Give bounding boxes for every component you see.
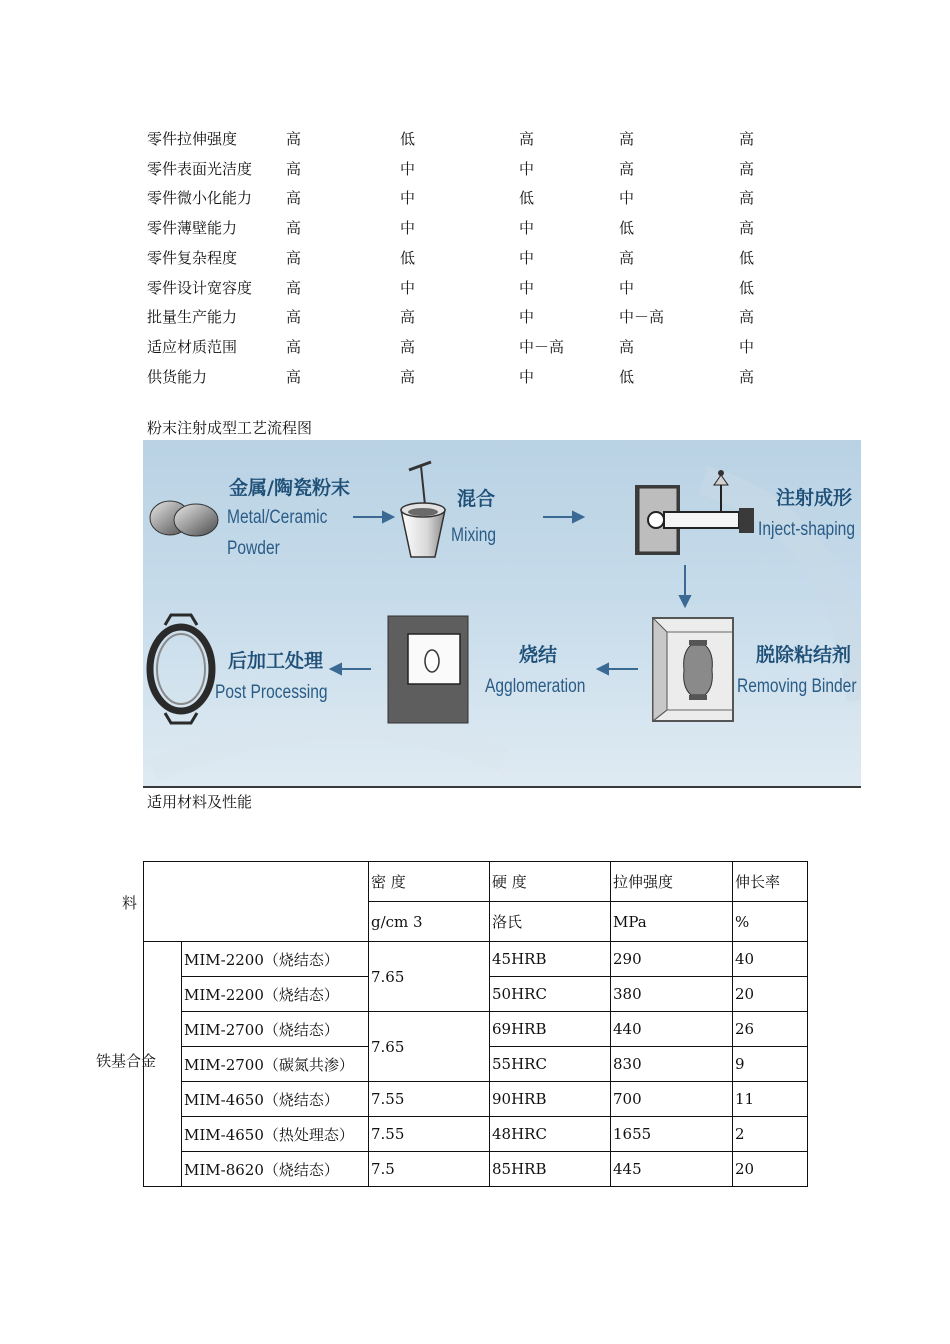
comparison-cell: 低 [619,219,635,238]
density-value: 7.55 [369,1082,490,1117]
comparison-cell: 中 [400,189,416,208]
table-row [144,1082,808,1117]
post-label-en: Post Processing [215,682,328,703]
material-name: MIM-2700（碳氮共渗） [182,1047,369,1082]
material-name: MIM-2700（烧结态） [182,1012,369,1047]
hardness-value: 85HRB [490,1152,611,1187]
mixing-label-cn: 混合 [457,488,496,510]
comparison-cell: 高 [286,219,302,238]
material-name: MIM-2200（烧结态） [182,942,369,977]
hardness-value: 55HRC [490,1047,611,1082]
comparison-cell: 高 [739,130,755,148]
header-tensile: 拉伸强度 [611,862,733,902]
comparison-cell: 高 [739,159,755,178]
comparison-cell: 低 [400,248,416,267]
comparison-cell: 中 [619,189,635,208]
tensile-value: 440 [611,1012,733,1047]
comparison-cell: 高 [739,189,755,208]
materials-table [96,861,808,1187]
comparison-cell: 中 [519,308,535,327]
arrow-right-icon [543,512,583,522]
comparison-cell: 中 [400,159,416,178]
comparison-cell: 高 [286,248,302,267]
tensile-value: 1655 [611,1117,733,1152]
elongation-value: 26 [733,1012,808,1047]
comparison-cell: 低 [619,367,635,386]
tensile-value: 700 [611,1082,733,1117]
material-name: MIM-4650（烧结态） [182,1082,369,1117]
comparison-cell: 中 [519,367,535,386]
tensile-value: 380 [611,977,733,1012]
comparison-cell: 中 [619,278,635,297]
header-hardness: 硬 度 [490,862,611,902]
table-row [144,1117,808,1152]
comparison-cell: 中 [519,248,535,267]
comparison-cell: 高 [619,159,635,178]
table-corner-cell [122,862,369,942]
sinter-label-cn: 烧结 [519,644,558,666]
comparison-row-label: 零件微小化能力 [147,189,253,208]
diagram-caption: 粉末注射成型工艺流程图 [147,419,313,437]
comparison-cell: 高 [286,278,302,297]
comparison-cell: 高 [286,337,302,356]
density-value: 7.65 [369,942,490,1012]
arrow-right-icon [353,512,393,522]
comparison-cell: 高 [619,248,635,267]
process-flow-diagram [143,440,861,788]
comparison-cell: 高 [286,130,302,148]
comparison-cell: 中 [519,159,535,178]
watch-ring-icon [150,615,212,723]
density-value: 7.5 [369,1152,490,1187]
density-value: 7.55 [369,1117,490,1152]
comparison-cell: 高 [286,367,302,386]
powder-label-cn: 金属/陶瓷粉末 [229,477,350,499]
density-value: 7.65 [369,1012,490,1082]
tensile-value: 290 [611,942,733,977]
powder-icon [150,501,218,536]
powder-label-en2: Powder [227,538,280,559]
materials-caption: 适用材料及性能 [147,793,253,811]
comparison-cell: 低 [519,189,535,208]
comparison-cell: 高 [286,159,302,178]
arrow-down-icon [680,565,690,606]
unit-tensile: MPa [611,902,733,942]
comparison-row-label: 批量生产能力 [147,308,238,327]
comparison-row-label: 供货能力 [147,367,208,386]
inject-label-cn: 注射成形 [776,487,853,509]
comparison-cell: 低 [400,130,416,148]
elongation-value: 20 [733,977,808,1012]
comparison-cell: 高 [619,130,635,148]
comparison-cell: 中 [400,278,416,297]
sintering-furnace-icon [388,616,468,723]
hardness-value: 50HRC [490,977,611,1012]
comparison-cell: 高 [286,189,302,208]
comparison-cell: 中－高 [619,308,665,327]
unit-hardness: 洛氏 [490,902,611,942]
comparison-cell: 中 [400,219,416,238]
tensile-value: 445 [611,1152,733,1187]
table-corner-label: 料 [122,894,138,912]
mixing-label-en: Mixing [451,525,497,546]
arrow-left-icon [331,664,371,674]
comparison-row-label: 零件拉伸强度 [147,130,238,148]
comparison-cell: 高 [619,337,635,356]
debind-label-en: Removing Binder [737,676,857,697]
hardness-value: 48HRC [490,1117,611,1152]
sinter-label-en: Agglomeration [485,676,586,697]
comparison-row-label: 零件复杂程度 [147,248,238,267]
comparison-cell: 高 [400,367,416,386]
table-row [144,1152,808,1187]
mixing-cup-icon [401,462,445,557]
arrow-left-icon [598,664,638,674]
comparison-cell: 低 [739,278,755,297]
material-name: MIM-8620（烧结态） [182,1152,369,1187]
elongation-value: 11 [733,1082,808,1117]
hardness-value: 69HRB [490,1012,611,1047]
comparison-row-label: 适应材质范围 [147,337,238,356]
comparison-cell: 高 [739,308,755,327]
hardness-value: 90HRB [490,1082,611,1117]
comparison-row-label: 零件表面光洁度 [147,159,253,178]
inject-label-en: Inject-shaping [758,519,856,540]
material-name: MIM-4650（热处理态） [182,1117,369,1152]
hardness-value: 45HRB [490,942,611,977]
comparison-cell: 高 [519,130,535,148]
group-label: 铁基合金 [96,1052,157,1070]
material-name: MIM-2200（烧结态） [182,977,369,1012]
comparison-row-label: 零件薄壁能力 [147,219,238,238]
header-elongation: 伸长率 [733,862,808,902]
comparison-cell: 中 [739,337,755,356]
group-cell [96,942,182,1187]
table-row [144,942,808,977]
comparison-cell: 高 [400,308,416,327]
debind-label-cn: 脱除粘结剂 [756,644,852,666]
header-density: 密 度 [369,862,490,902]
unit-density: g/cm 3 [369,902,490,942]
unit-elongation: % [733,902,808,942]
elongation-value: 2 [733,1117,808,1152]
elongation-value: 40 [733,942,808,977]
comparison-cell: 高 [739,367,755,386]
comparison-cell: 低 [739,248,755,267]
debinding-oven-icon [653,618,733,721]
comparison-cell: 中 [519,219,535,238]
comparison-cell: 高 [400,337,416,356]
comparison-cell: 高 [739,219,755,238]
post-label-cn: 后加工处理 [228,650,324,672]
comparison-cell: 中 [519,278,535,297]
comparison-cell: 中－高 [519,337,565,356]
elongation-value: 9 [733,1047,808,1082]
tensile-value: 830 [611,1047,733,1082]
comparison-row-label: 零件设计宽容度 [147,278,253,297]
table-row [144,1012,808,1047]
comparison-cell: 高 [286,308,302,327]
elongation-value: 20 [733,1152,808,1187]
powder-label-en1: Metal/Ceramic [227,507,328,528]
